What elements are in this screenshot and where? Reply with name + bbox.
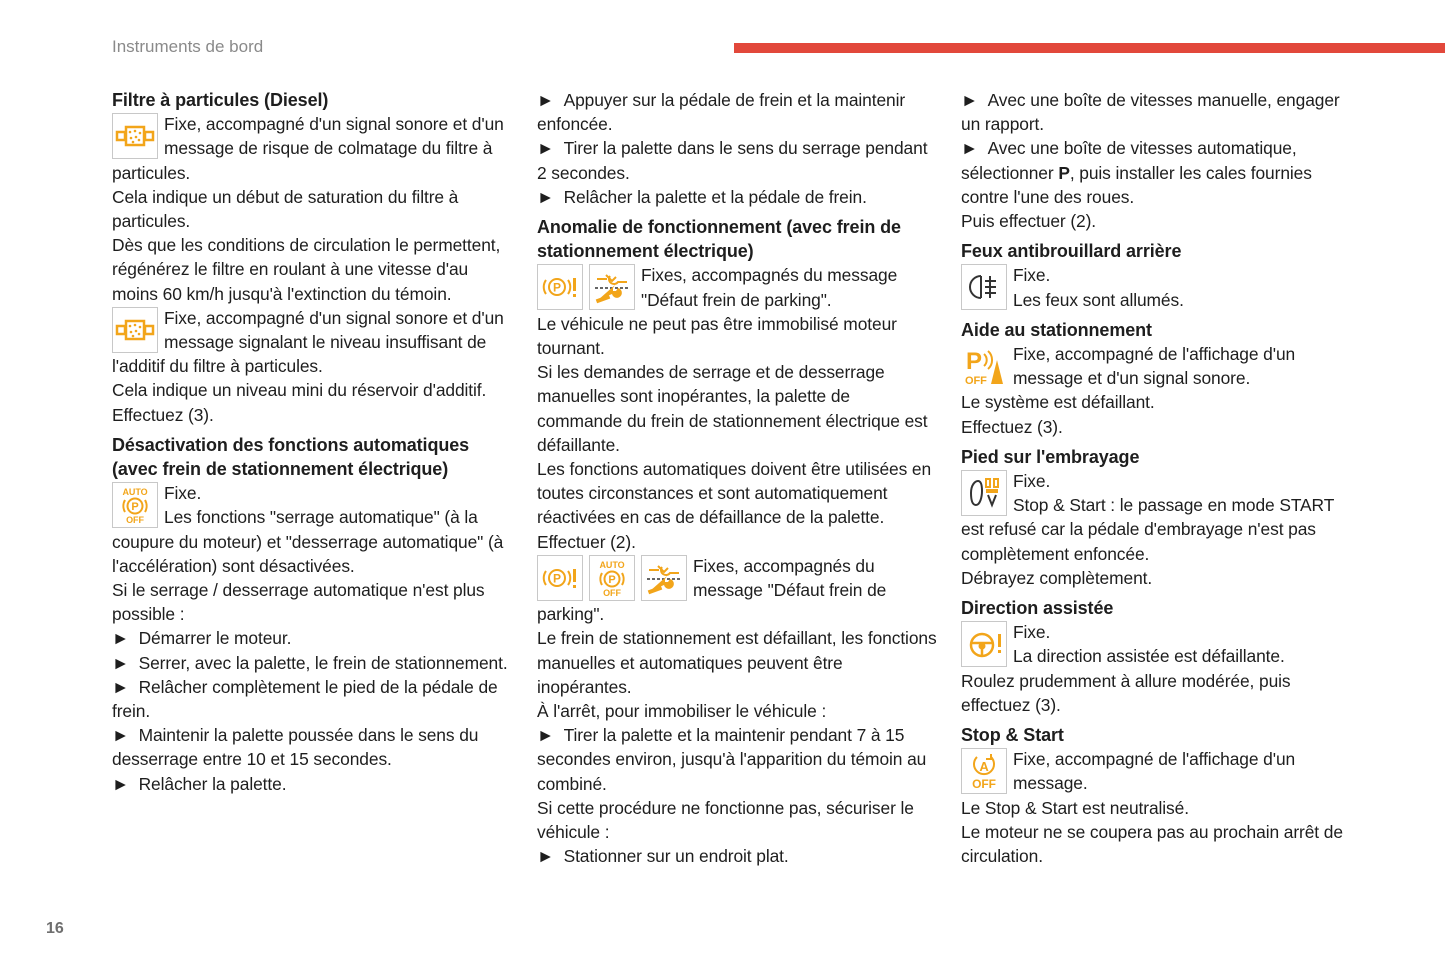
- bullet-hold-7-15s: ► Tirer la palette et la maintenir pendant 7 à 15 secondes environ, jusqu'à l'apparition du témoin au combiné.: [537, 723, 937, 796]
- text-cannot-immobilise: Le véhicule ne peut pas être immobilisé moteur tournant.: [537, 313, 897, 359]
- rear-fog-text: Les feux sont allumés.: [1013, 289, 1184, 310]
- parking-fault-alert-2: [537, 554, 937, 627]
- header-accent-bar: [734, 43, 1445, 53]
- column-3: [961, 88, 1361, 868]
- auto-off-text: Les fonctions "serrage automatique" (à la coupure du moteur) et "desserrage automatique" (à l'accélération) sont désactivées.: [112, 507, 504, 576]
- text-stop-start-neutralised: Le Stop & Start est neutralisé.: [961, 797, 1189, 818]
- text-if-procedure-fails: Si cette procédure ne fonctionne pas, sécuriser le véhicule :: [537, 797, 914, 843]
- auto-parking-off-icon: [112, 482, 158, 528]
- text-declutch: Débrayez complètement.: [961, 567, 1153, 588]
- svg-text:P: P: [553, 571, 561, 586]
- svg-text:OFF: OFF: [126, 515, 144, 526]
- stop-start-off-icon: [961, 748, 1007, 794]
- svg-text:A: A: [979, 759, 989, 775]
- parking-fault-text-1: Fixes, accompagnés du message "Défaut frein de parking".: [641, 265, 898, 310]
- text-paddle-faulty: Si les demandes de serrage et de desserrage manuelles sont inopérantes, la palette de commande du frein de stationnement électrique est défaillante.: [537, 362, 928, 455]
- parking-sensor-off-icon: [961, 343, 1007, 389]
- text-drive-carefully: Roulez prudemment à allure modérée, puis effectuez (3).: [961, 670, 1291, 715]
- bullet-start-engine: ► Démarrer le moteur.: [112, 626, 512, 650]
- svg-text:P: P: [553, 280, 561, 295]
- text-then-2: Puis effectuer (2).: [961, 211, 1097, 232]
- svg-text:OFF: OFF: [972, 777, 996, 792]
- bullet-park-flat: ► Stationner sur un endroit plat.: [537, 844, 937, 868]
- svg-text:AUTO: AUTO: [599, 559, 625, 570]
- text-brake-faulty: Le frein de stationnement est défaillant, les fonctions manuelles et automatiques peuvent être inopérantes.: [537, 628, 937, 697]
- heading-parking-malfunction: Anomalie de fonctionnement (avec frein de stationnement électrique): [537, 217, 901, 262]
- heading-power-steering: Direction assistée: [961, 598, 1114, 619]
- svg-text:OFF: OFF: [965, 375, 987, 387]
- particle-filter-alert-2: [112, 306, 512, 379]
- heading-auto-deactivation: Désactivation des fonctions automatiques (avec frein de stationnement électrique): [112, 434, 470, 480]
- power-steering-text: La direction assistée est défaillante.: [1013, 646, 1285, 667]
- heading-rear-fog: Feux antibrouillard arrière: [961, 241, 1182, 262]
- particle-filter-alert-1: [112, 112, 512, 185]
- column-2: [537, 88, 937, 869]
- text-regenerate: Dès que les conditions de circulation le permettent, régénérez le filtre en roulant à une vitesse d'au moins 60 km/h jusqu'à l'extinction du témoin.: [112, 235, 501, 304]
- parking-fault-text-2: Fixes, accompagnés du message "Défaut frein de parking".: [537, 555, 887, 625]
- text-auto-functions: Les fonctions automatiques doivent être utilisées en toutes circonstances et sont automatiquement réactivées en cas de défaillance de la palette.: [537, 459, 932, 528]
- clutch-pedal-icon: [961, 470, 1007, 516]
- bullet-auto-gearbox: ► Avec une boîte de vitesses automatique, sélectionner P, puis installer les cales fournies contre l'une des roues.: [961, 136, 1361, 209]
- text-additive-level: Cela indique un niveau mini du réservoir d'additif.: [112, 380, 487, 401]
- particle-filter-icon: [112, 113, 158, 159]
- rear-fog-alert: [961, 263, 1361, 311]
- text-engine-not-stop: Le moteur ne se coupera pas au prochain arrêt de circulation.: [961, 821, 1343, 867]
- running-header: Instruments de bord: [112, 37, 264, 56]
- page-number: 16: [46, 920, 64, 937]
- heading-particle-filter: Filtre à particules (Diesel): [112, 90, 329, 110]
- parking-aid-text: Fixe, accompagné de l'affichage d'un message et d'un signal sonore.: [1013, 344, 1296, 389]
- parking-brake-fault-icon-2: [537, 555, 583, 601]
- text-saturation: Cela indique un début de saturation du filtre à particules.: [112, 186, 459, 232]
- bullet-manual-gearbox: ► Avec une boîte de vitesses manuelle, engager un rapport.: [961, 88, 1361, 136]
- stop-start-alert: [961, 747, 1361, 795]
- bullet-release-pedal: ► Relâcher complètement le pied de la pédale de frein.: [112, 675, 512, 723]
- heading-parking-aid: Aide au stationnement: [961, 319, 1152, 340]
- particle-filter-additive-icon: [112, 307, 158, 353]
- bullet-release-both: ► Relâcher la palette et la pédale de frein.: [537, 185, 937, 209]
- power-steering-icon: [961, 621, 1007, 667]
- text-service-3: Effectuez (3).: [112, 404, 214, 425]
- rear-fog-light-icon: [961, 264, 1007, 310]
- parking-fault-alert-1: [537, 263, 937, 311]
- text-when-stopped: À l'arrêt, pour immobiliser le véhicule :: [537, 701, 827, 722]
- service-wrench-icon: [589, 264, 635, 310]
- auto-parking-off-icon-2: [589, 555, 635, 601]
- particle-filter-text-2: Fixe, accompagné d'un signal sonore et d'un message signalant le niveau insuffisant de l'additif du filtre à particules.: [112, 307, 504, 377]
- bullet-press-brake: ► Appuyer sur la pédale de frein et la maintenir enfoncée.: [537, 88, 937, 136]
- text-service-2: Effectuer (2).: [537, 531, 636, 552]
- particle-filter-text-1: Fixe, accompagné d'un signal sonore et d'un message de risque de colmatage du filtre à particules.: [112, 114, 504, 183]
- bullet-apply-brake: ► Serrer, avec la palette, le frein de stationnement.: [112, 651, 512, 675]
- parking-brake-fault-icon: [537, 264, 583, 310]
- power-steering-alert: [961, 620, 1361, 668]
- svg-text:OFF: OFF: [603, 587, 621, 598]
- heading-clutch-foot: Pied sur l'embrayage: [961, 446, 1140, 467]
- svg-text:P: P: [131, 501, 139, 514]
- stop-start-text: Fixe, accompagné de l'affichage d'un message.: [1013, 749, 1296, 794]
- heading-stop-start: Stop & Start: [961, 725, 1064, 746]
- clutch-alert: [961, 469, 1361, 566]
- clutch-text: Stop & Start : le passage en mode START est refusé car la pédale d'embrayage n'est pas complètement enfoncée.: [961, 495, 1334, 564]
- text-if-not-possible: Si le serrage / desserrage automatique n'est plus possible :: [112, 580, 485, 625]
- service-wrench-icon-2: [641, 555, 687, 601]
- power-steering-fixe: Fixe.: [1013, 622, 1051, 643]
- svg-text:AUTO: AUTO: [122, 487, 148, 498]
- text-system-faulty: Le système est défaillant.: [961, 392, 1155, 413]
- column-1: [112, 88, 512, 796]
- svg-text:P: P: [966, 348, 982, 376]
- bullet-release-paddle: ► Relâcher la palette.: [112, 772, 512, 796]
- text-service-3b: Effectuez (3).: [961, 416, 1063, 437]
- clutch-fixe: Fixe.: [1013, 471, 1051, 492]
- parking-aid-alert: [961, 342, 1361, 390]
- auto-off-fixe: Fixe.: [164, 483, 202, 504]
- bullet-hold-paddle: ► Maintenir la palette poussée dans le sens du desserrage entre 10 et 15 secondes.: [112, 723, 512, 771]
- bullet-pull-paddle: ► Tirer la palette dans le sens du serrage pendant 2 secondes.: [537, 136, 937, 184]
- rear-fog-fixe: Fixe.: [1013, 265, 1051, 286]
- auto-off-alert: [112, 481, 512, 578]
- svg-text:P: P: [608, 573, 616, 586]
